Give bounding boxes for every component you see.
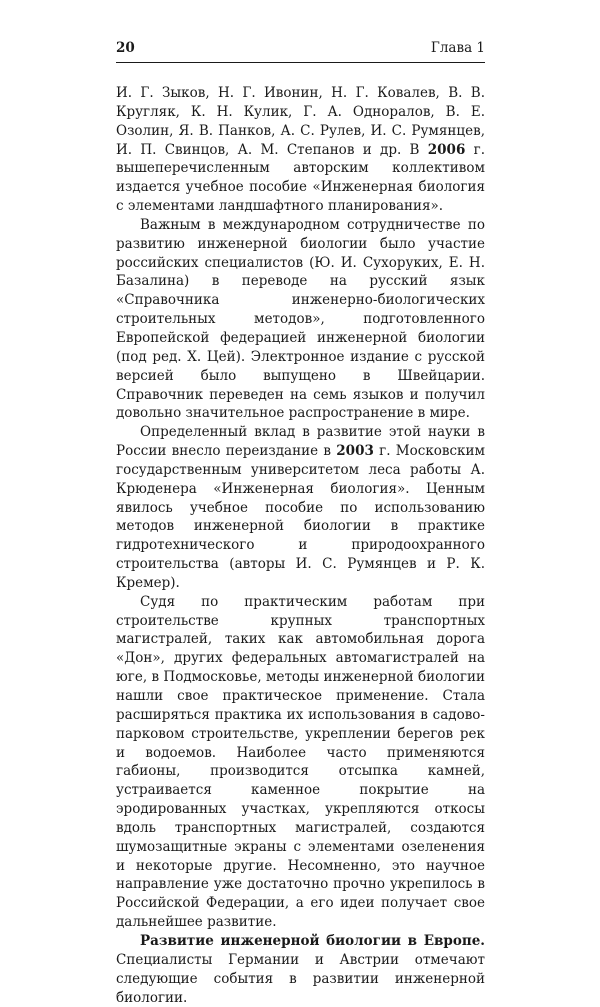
paragraph-text: г. вышеперечисленным авторским коллективом издается учебное пособие «Инженерная биология с элементами ландшафтного планирования». xyxy=(116,141,486,215)
running-head xyxy=(116,40,485,56)
chapter-label: Глава 1 xyxy=(430,40,485,56)
paragraph-text: И. Г. Зыков, Н. Г. Ивонин, Н. Г. Ковалев, В. В. Кругляк, К. Н. Кулик, Г. А. Одноралов, В. Е. Озолин, Я. В. Панков, А. С. Рулев, И. С. Румянцев, И. П. Свинцов, А. М. Степанов и др. В xyxy=(116,85,485,158)
paragraph-text: Важным в международном сотрудничестве по развитию инженерной биологии было участие российских специалистов (Ю. И. Сухоруких, Е. Н. Базалина) в переводе на русский язык «Справочника инженерно-биологических строительных методов», подготовленного Европейской федерацией инженерной биологии (под ред. Х. Цей). Электронное издание с русской версией было выпущено в Швейцарии. Справочник переведен на семь языков и получил довольно значительное распространение в мире. xyxy=(116,216,485,422)
paragraph-text: Определенный вклад в развитие этой науки в России внесло переиздание в xyxy=(116,424,485,460)
paragraph-text: г. Московским государственным университетом леса работы А. Крюденера «Инженерная биология». Ценным явилось учебное пособие по использованию методов инженерной биологии в практике гидротехнического и природоохранного строительства (авторы И. С. Румянцев и Р. К. Кремер). xyxy=(116,443,485,591)
page-number: 20 xyxy=(116,40,135,56)
section-heading-europe: Развитие инженерной биологии в Европе. xyxy=(140,932,485,949)
header-rule xyxy=(116,62,485,63)
paragraph-europe xyxy=(116,932,485,1007)
paragraph-text: Судя по практическим работам при строительстве крупных транспортных магистралей, таких как автомобильная дорога «Дон», других федеральных автомагистралей на юге, в Подмосковье, методы инженерной биологии нашли свое практическое применение. Стала расширяться практика их использования в садово-парковом строительстве, укреплении берегов рек и водоемов. Наиболее часто применяются габионы, производится отсыпка камней, устраивается каменное покрытие на эродированных участках, укрепляются откосы вдоль транспортных магистралей, создаются шумозащитные экраны с элементами озеленения и некоторые другие. Несомненно, это научное направление уже достаточно прочно укрепилось в Российской Федерации, а его идеи получает свое дальнейшее развитие. xyxy=(116,593,485,931)
year-2006: 2006 xyxy=(427,141,466,158)
paragraph-russian-contribution xyxy=(116,423,485,593)
body-text xyxy=(116,84,485,1007)
paragraph-practical-application xyxy=(116,593,485,932)
paragraph-international-cooperation xyxy=(116,216,485,423)
paragraph-text: Специалисты Германии и Австрии отмечают следующие события в развитии инженерной биологии. xyxy=(116,951,485,1006)
paragraph-authors xyxy=(116,84,485,216)
year-2003: 2003 xyxy=(336,443,374,460)
